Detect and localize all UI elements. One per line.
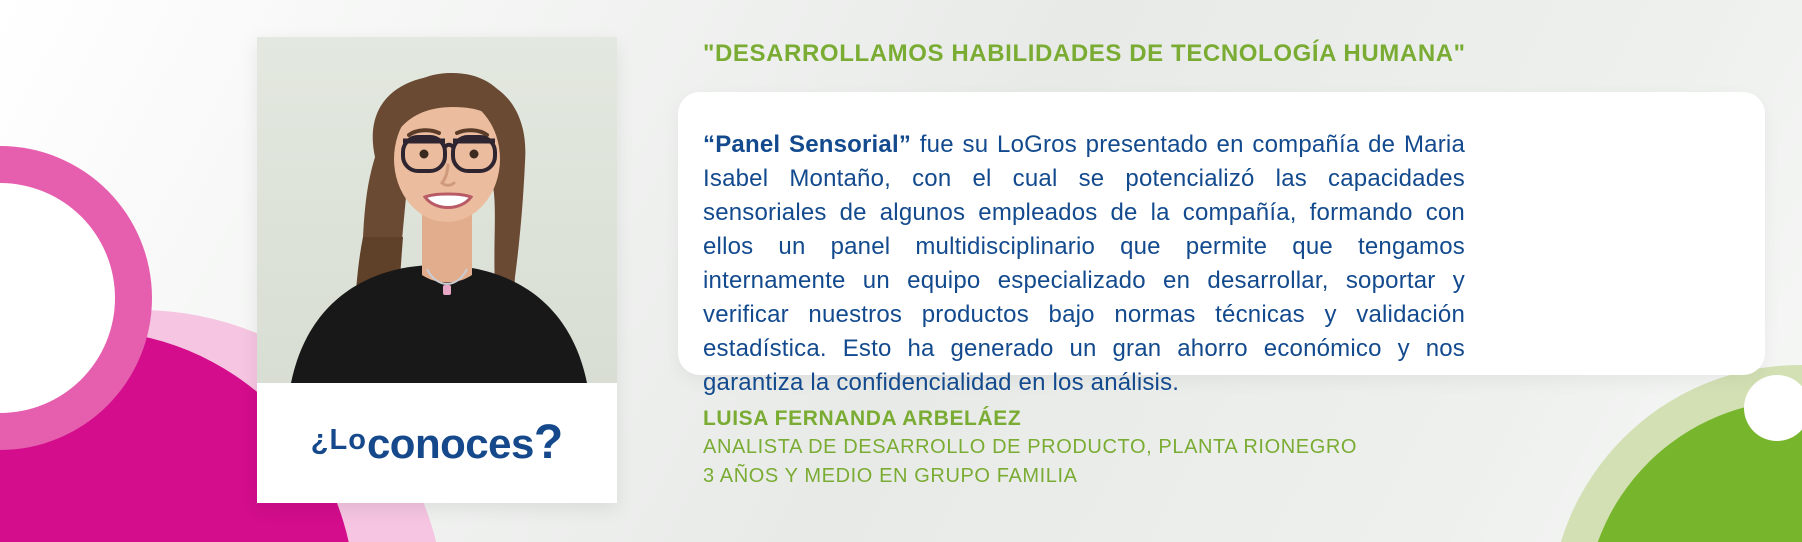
lo-conoces-logo: [257, 383, 617, 503]
quote-text: [703, 128, 1465, 400]
portrait-card: [257, 37, 617, 503]
person-role: ANALISTA DE DESARROLLO DE PRODUCTO, PLANTA RIONEGRO: [703, 436, 1358, 458]
quote-lead: “Panel Sensorial”: [703, 131, 912, 158]
logo-prefix: ¿Lo: [310, 424, 367, 456]
person-tenure: 3 AÑOS Y MEDIO EN GRUPO FAMILIA: [703, 465, 1078, 487]
portrait-photo: [257, 37, 617, 383]
white-dot-circle: [1744, 375, 1802, 441]
logo-main: conoces: [366, 420, 534, 467]
quote-card: [678, 92, 1765, 396]
quote-body: fue su LoGros presentado en compañía de Maria Isabel Montaño, con el cual se potencializó las capacidades sensoriales de algunos empleados de la compañía, formando con ellos un panel multidisciplinario que permite que tengamos internamente un equipo especializado en desarrollar, soportar y verificar nuestros productos bajo normas técnicas y validación estadística. Esto ha generado un gran ahorro económico y nos garantiza la confidencialidad en los análisis.: [703, 131, 1465, 396]
logo-question: ?: [533, 416, 564, 469]
quote-header: "DESARROLLAMOS HABILIDADES DE TECNOLOGÍA HUMANA": [703, 40, 1466, 67]
person-name: LUISA FERNANDA ARBELÁEZ: [703, 407, 1022, 430]
person-info: [703, 404, 1357, 491]
